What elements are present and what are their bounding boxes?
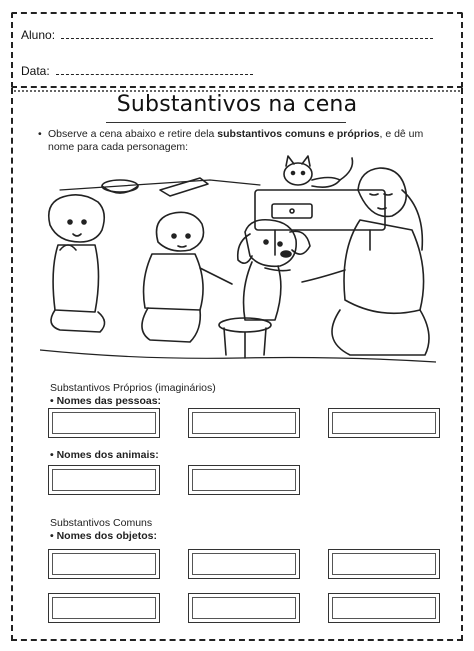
animal-names-label: • Nomes dos animais: [50,449,159,461]
proper-nouns-title: Substantivos Próprios (imaginários) [50,382,216,394]
animal-name-box-1[interactable] [48,465,160,495]
scene-illustration [40,150,436,370]
object-names-label: • Nomes dos objetos: [50,530,157,542]
instruction-bold: substantivos comuns e próprios [217,128,380,140]
instruction-pre: Observe a cena abaixo e retire dela [48,128,218,140]
object-name-box-4[interactable] [48,593,160,623]
girl-figure-icon [49,195,105,332]
date-label: Data: [21,64,50,78]
person-name-box-1[interactable] [48,408,160,438]
student-info-box [11,12,463,88]
instruction-post: , e dê um nome para cada personagem: [48,128,424,153]
date-field[interactable] [21,64,253,78]
stool-icon [219,318,271,358]
worksheet-title: Substantivos na cena [116,92,358,117]
date-line[interactable] [56,66,253,75]
object-name-box-6[interactable] [328,593,440,623]
people-names-label: • Nomes das pessoas: [50,395,162,407]
name-field[interactable] [21,28,433,42]
name-label: Aluno: [21,28,56,42]
woman-figure-icon [302,168,429,355]
person-name-box-2[interactable] [188,408,300,438]
person-name-box-3[interactable] [328,408,440,438]
title-underline [106,122,346,123]
boy-figure-icon [142,212,232,342]
animal-name-box-2[interactable] [188,465,300,495]
bullet-icon: • [38,128,42,140]
object-name-box-5[interactable] [188,593,300,623]
common-nouns-title: Substantivos Comuns [50,517,153,529]
object-name-box-2[interactable] [188,549,300,579]
cabinet-icon [255,190,385,255]
name-line[interactable] [61,30,433,39]
object-name-box-1[interactable] [48,549,160,579]
cat-figure-icon [284,156,353,187]
object-name-box-3[interactable] [328,549,440,579]
dog-figure-icon [238,220,310,320]
